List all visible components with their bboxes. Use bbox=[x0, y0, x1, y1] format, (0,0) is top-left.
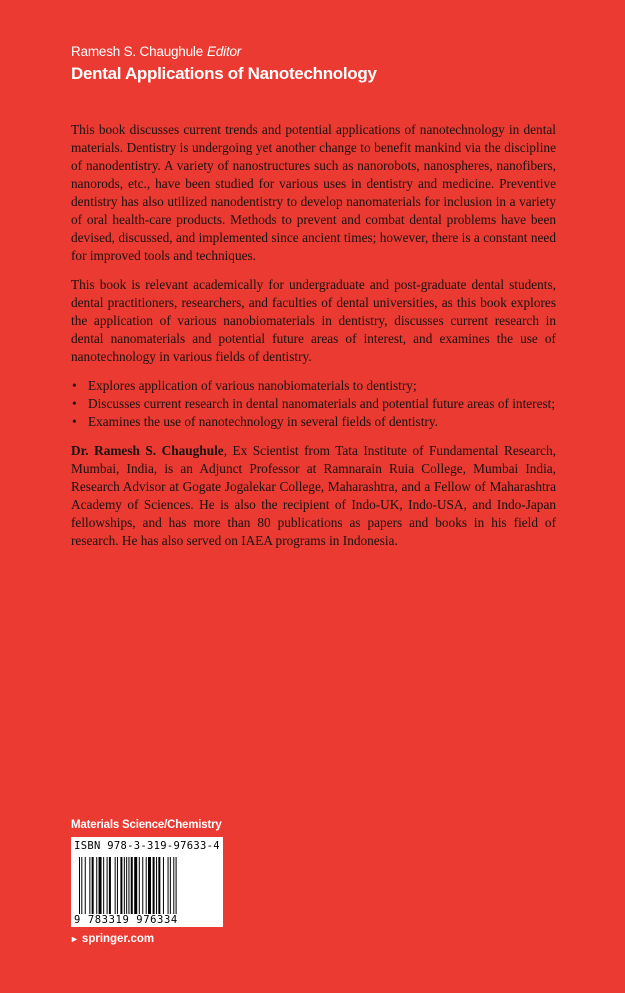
feature-text: Discusses current research in dental nanomaterials and potential future areas of interest; bbox=[88, 396, 556, 411]
subject-category: Materials Science/Chemistry bbox=[71, 819, 222, 831]
isbn-label: ISBN 978-3-319-97633-4 bbox=[74, 840, 220, 852]
publisher-link-text: springer.com bbox=[81, 933, 155, 945]
bullet-marker: • bbox=[72, 378, 77, 393]
feature-item bbox=[71, 413, 556, 431]
cover-header bbox=[71, 44, 377, 84]
feature-item bbox=[71, 377, 556, 395]
feature-text: Examines the use of nanotechnology in several fields of dentistry. bbox=[88, 414, 438, 429]
book-title: Dental Applications of Nanotechnology bbox=[71, 64, 377, 83]
editor-role: Editor bbox=[207, 44, 242, 59]
barcode-digits: 9 783319 976334 bbox=[74, 914, 220, 926]
bullet-marker: • bbox=[72, 414, 77, 429]
author-bio-name: Dr. Ramesh S. Chaughule bbox=[71, 443, 224, 458]
barcode-bars bbox=[79, 857, 215, 921]
publisher-link[interactable] bbox=[70, 933, 154, 945]
feature-list bbox=[71, 377, 556, 431]
feature-item bbox=[71, 395, 556, 413]
bullet-marker: • bbox=[72, 396, 77, 411]
author-bio bbox=[71, 442, 556, 550]
author-bio-text: , Ex Scientist from Tata Institute of Fundamental Research, Mumbai, India, is an Adjunct Professor at Ramnarain Ruia College, Mumbai India, Research Advisor at Gogate Jogalekar College, Maharashtra, and a Fellow of Maharashtra Academy of Sciences. He is also the recipient of Indo-UK, Indo-USA, and Indo-Japan fellowships, and has more than 80 publications as papers and books in his field of research. He has also served on IAEA programs in Indonesia. bbox=[71, 443, 556, 548]
back-cover-text bbox=[71, 121, 556, 561]
editor-line bbox=[71, 44, 377, 59]
isbn-barcode bbox=[71, 837, 223, 927]
arrow-icon: ► bbox=[70, 934, 79, 944]
feature-text: Explores application of various nanobiomaterials to dentistry; bbox=[88, 378, 417, 393]
description-paragraph: This book discusses current trends and potential applications of nanotechnology in dental materials. Dentistry is undergoing yet another change to benefit mankind via the discipline of nanodentistry. A variety of nanostructures such as nanorobots, nanospheres, nanofibers, nanorods, etc., have been studied for various uses in dentistry and medicine. Preventive dentistry has also utilized nanodentistry to develop nanomaterials for inclusion in a variety of oral health-care products. Methods to prevent and combat dental problems have been devised, discussed, and implemented since ancient times; however, there is a constant need for improved tools and techniques. bbox=[71, 122, 556, 263]
audience-paragraph: This book is relevant academically for undergraduate and post-graduate dental students, dental practitioners, researchers, and faculties of dental universities, as this book explores the application of various nanobiomaterials in dentistry, discusses current research in dental nanomaterials and potential future areas of interest, and examines the use of nanotechnology in various fields of dentistry. bbox=[71, 277, 556, 364]
editor-name: Ramesh S. Chaughule bbox=[71, 44, 204, 59]
